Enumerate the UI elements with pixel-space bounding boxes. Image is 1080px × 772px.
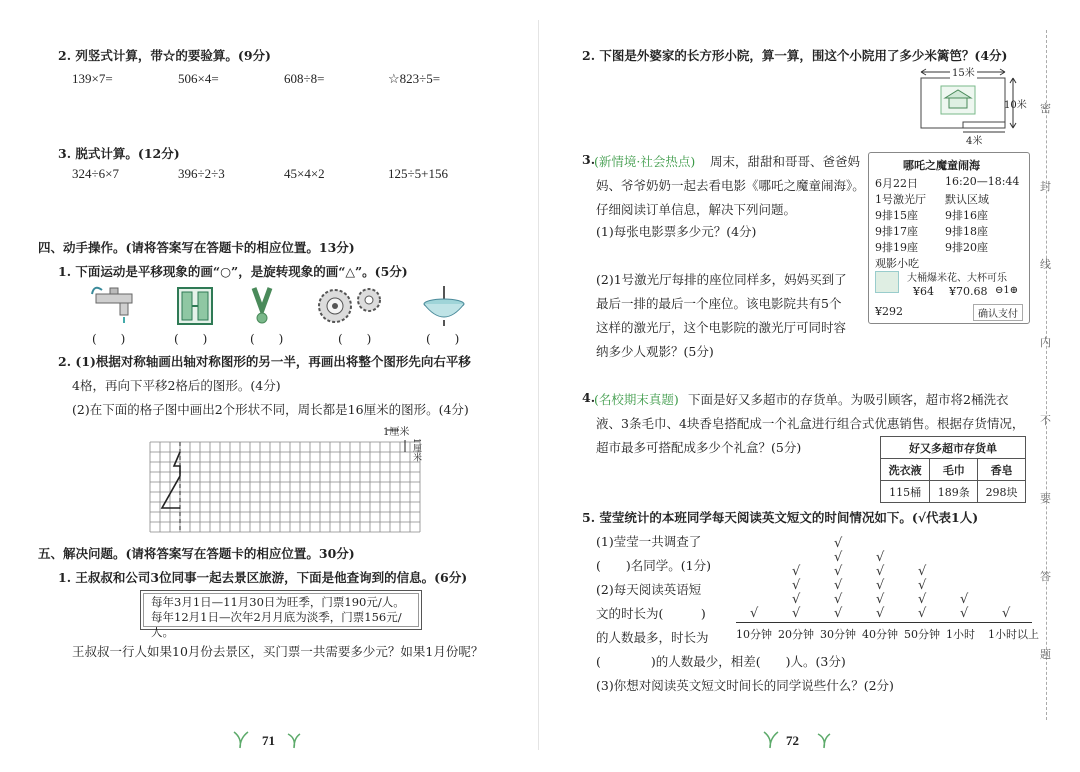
page-number-left: 71 [262,733,275,748]
ticket-seat: 9排17座 [875,225,918,238]
tally-mark: √ [876,564,885,579]
q3-expr-1: 324÷6×7 [72,166,119,181]
tally-mark: √ [918,606,927,621]
rq5-p2c: 的人数最多，时长为 [596,630,709,645]
inventory-header: 毛巾 [930,459,978,481]
rq4-line2: 液、3条毛巾、4块香皂搭配成一个礼盒进行组合式优惠销售。根据存货情况， [596,416,1025,431]
rq5-p2a: (2)每天阅读英语短 [596,582,702,597]
q2-title: 2. 列竖式计算，带☆的要验算。(9分) [58,48,271,63]
ticket-zone: 默认区域 [945,193,989,206]
rq5-title: 5. 莹莹统计的本班同学每天阅读英文短文的时间情况如下。(√代表1人) [582,510,979,525]
ticket-seat: 9排18座 [945,225,988,238]
motion-answer-5[interactable]: ( ) [426,332,460,346]
rq3-sub2-line1: (2)1号激光厅每排的座位同样多，妈妈买到了 [596,272,847,287]
q2-expr-1: 139×7= [72,71,113,86]
seal-char: 题 [1040,648,1051,661]
yard-length-label: 15米 [950,64,977,79]
tally-mark: √ [876,578,885,593]
tally-mark: √ [960,606,969,621]
motion-answer-2[interactable]: ( ) [174,332,208,346]
q2-expr-3: 608÷8= [284,71,325,86]
rq2-title: 2. 下图是外婆家的长方形小院，算一算，围这个小院用了多少米篱笆？(4分) [582,48,1008,63]
q2-expr-4: ☆823÷5= [388,71,441,86]
rq3-sub2-line3: 这样的激光厅，这个电影院的激光厅可同时容 [596,320,847,335]
tally-mark: √ [960,592,969,607]
tally-mark: √ [792,592,801,607]
tally-category-label: 30分钟 [820,628,856,641]
inventory-cell: 115桶 [881,481,930,503]
seal-char: 线 [1040,258,1051,271]
tally-chart [736,526,1039,642]
rq4-number: 4. [582,390,596,405]
rq4-tag: (名校期末真题) [594,392,679,407]
inventory-title: 好又多超市存货单 [881,437,1026,459]
ticket-hall: 1号激光厅 [875,193,926,206]
confirm-pay-button[interactable]: 确认支付 [973,304,1023,321]
info-line-1: 每年3月1日—11月30日为旺季，门票190元/人。 [151,595,405,609]
rq5-p1a: (1)莹莹一共调查了 [596,534,702,549]
rq5-p2d: ( )的人数最少，相差( )人。(3分) [596,654,846,669]
ticket-seat: 9排15座 [875,209,918,222]
yard-gap-label: 4米 [966,136,983,147]
tally-mark: √ [918,578,927,593]
quantity-stepper[interactable]: ⊖1⊕ [995,285,1019,296]
seal-char: 内 [1040,336,1051,349]
seal-char: 封 [1040,180,1051,193]
snack-original-price: ¥70.68 [949,285,988,298]
page-number-right: 72 [786,733,799,748]
inventory-header: 洗衣液 [881,459,930,481]
snack-name: 大桶爆米花、大杯可乐 [907,273,1007,284]
tally-mark: √ [876,592,885,607]
rq4-line3: 超市最多可搭配成多少个礼盒？(5分) [596,440,802,455]
inventory-cell: 189条 [930,481,978,503]
ticket-seat: 9排20座 [945,241,988,254]
seal-char: 不 [1040,414,1051,427]
tally-mark: √ [834,578,843,593]
total-price: ¥292 [875,305,903,318]
ticket-date: 6月22日 [875,177,918,190]
q2-expr-2: 506×4= [178,71,219,86]
seal-line [1046,30,1047,720]
snack-label: 观影小吃 [875,257,919,270]
rq3-line3: 仔细阅读订单信息，解决下列问题。 [596,202,797,217]
tally-category-label: 50分钟 [904,628,940,641]
tally-baseline [736,622,1032,623]
page-decoration-right [760,728,840,750]
tally-category-label: 40分钟 [862,628,898,641]
section-5-title: 五、解决问题。(请将答案写在答题卡的相应位置。30分) [38,546,355,561]
tally-mark: √ [918,592,927,607]
inventory-header: 香皂 [978,459,1026,481]
motion-answer-1[interactable]: ( ) [92,332,126,346]
rq3-sub2-line4: 纳多少人观影？(5分) [596,344,714,359]
q3-expr-2: 396÷2÷3 [178,166,225,181]
rq3-number: 3. [582,152,596,167]
seal-char: 答 [1040,570,1051,583]
ticket-seat: 9排16座 [945,209,988,222]
inventory-cell: 298块 [978,481,1026,503]
tally-mark: √ [1002,606,1011,621]
s5q1-title: 1. 王叔叔和公司3位同事一起去景区旅游，下面是他查询到的信息。(6分) [58,570,468,585]
tally-mark: √ [792,564,801,579]
ticket-seat: 9排19座 [875,241,918,254]
q3-expr-4: 125÷5+156 [388,166,448,181]
rq4-line1: 下面是好又多超市的存货单。为吸引顾客，超市将2桶洗衣 [688,392,1009,407]
tally-mark: √ [792,578,801,593]
popcorn-icon [875,271,899,293]
rq5-p2b: 文的时长为( ) [596,606,706,621]
q3-expr-3: 45×4×2 [284,166,325,181]
q3-title: 3. 脱式计算。(12分) [58,146,180,161]
tally-category-label: 1小时以上 [988,628,1039,641]
motion-answer-4[interactable]: ( ) [338,332,372,346]
unit-h-label: 1厘米 [383,427,410,438]
yard-width-label: 10米 [1004,100,1027,111]
s4q2-line1: 2. (1)根据对称轴画出轴对称图形的另一半，再画出将整个图形先向右平移 [58,354,471,369]
seal-char: 密 [1040,102,1051,115]
inventory-table [880,436,1026,503]
tally-mark: √ [918,564,927,579]
seal-char: 要 [1040,492,1051,505]
rq3-line2: 妈、爷爷奶奶一起去看电影《哪吒之魔童闹海》。 [596,178,865,193]
ticket-title: 哪吒之魔童闹海 [903,159,980,172]
s4q2-line2: 4格，再向下平移2格后的图形。(4分) [72,378,281,393]
tally-mark: √ [834,606,843,621]
tally-category-label: 20分钟 [778,628,814,641]
tally-mark: √ [834,592,843,607]
tally-mark: √ [792,606,801,621]
tally-category-label: 1小时 [946,628,975,641]
rq3-tag: (新情境·社会热点) [594,154,696,169]
movie-order-card [868,152,1030,324]
rq3-sub1: (1)每张电影票多少元？(4分) [596,224,757,239]
unit-v-label: 1厘米 [411,438,421,462]
tally-mark: √ [834,564,843,579]
tally-mark: √ [750,606,759,621]
info-line-2: 每年12月1日—次年2月月底为淡季，门票156元/人。 [151,610,402,639]
rq3-sub2-line2: 最后一排的最后一个座位。该电影院共有5个 [596,296,842,311]
section-4-title: 四、动手操作。(请将答案写在答题卡的相应位置。13分) [38,240,355,255]
tally-category-label: 10分钟 [736,628,772,641]
tally-mark: √ [876,550,885,565]
rq5-p3: (3)你想对阅读英文短文时间长的同学说些什么？(2分) [596,678,894,693]
motion-answer-3[interactable]: ( ) [250,332,284,346]
snack-price: ¥64 [913,285,934,298]
ticket-time: 16:20—18:44 [945,175,1020,188]
rq3-line1: 周末，甜甜和哥哥、爸爸妈 [710,154,861,169]
s4q1-title: 1. 下面运动是平移现象的画“○”，是旋转现象的画“△”。(5分) [58,264,408,279]
s5q1-question: 王叔叔一行人如果10月份去景区，买门票一共需要多少元？如果1月份呢？ [72,644,484,659]
tally-mark: √ [834,536,843,551]
rq5-p1b: ( )名同学。(1分) [596,558,711,573]
tally-mark: √ [876,606,885,621]
tally-mark: √ [834,550,843,565]
s4q2-line3: (2)在下面的格子图中画出2个形状不同，周长都是16厘米的图形。(4分) [72,402,469,417]
